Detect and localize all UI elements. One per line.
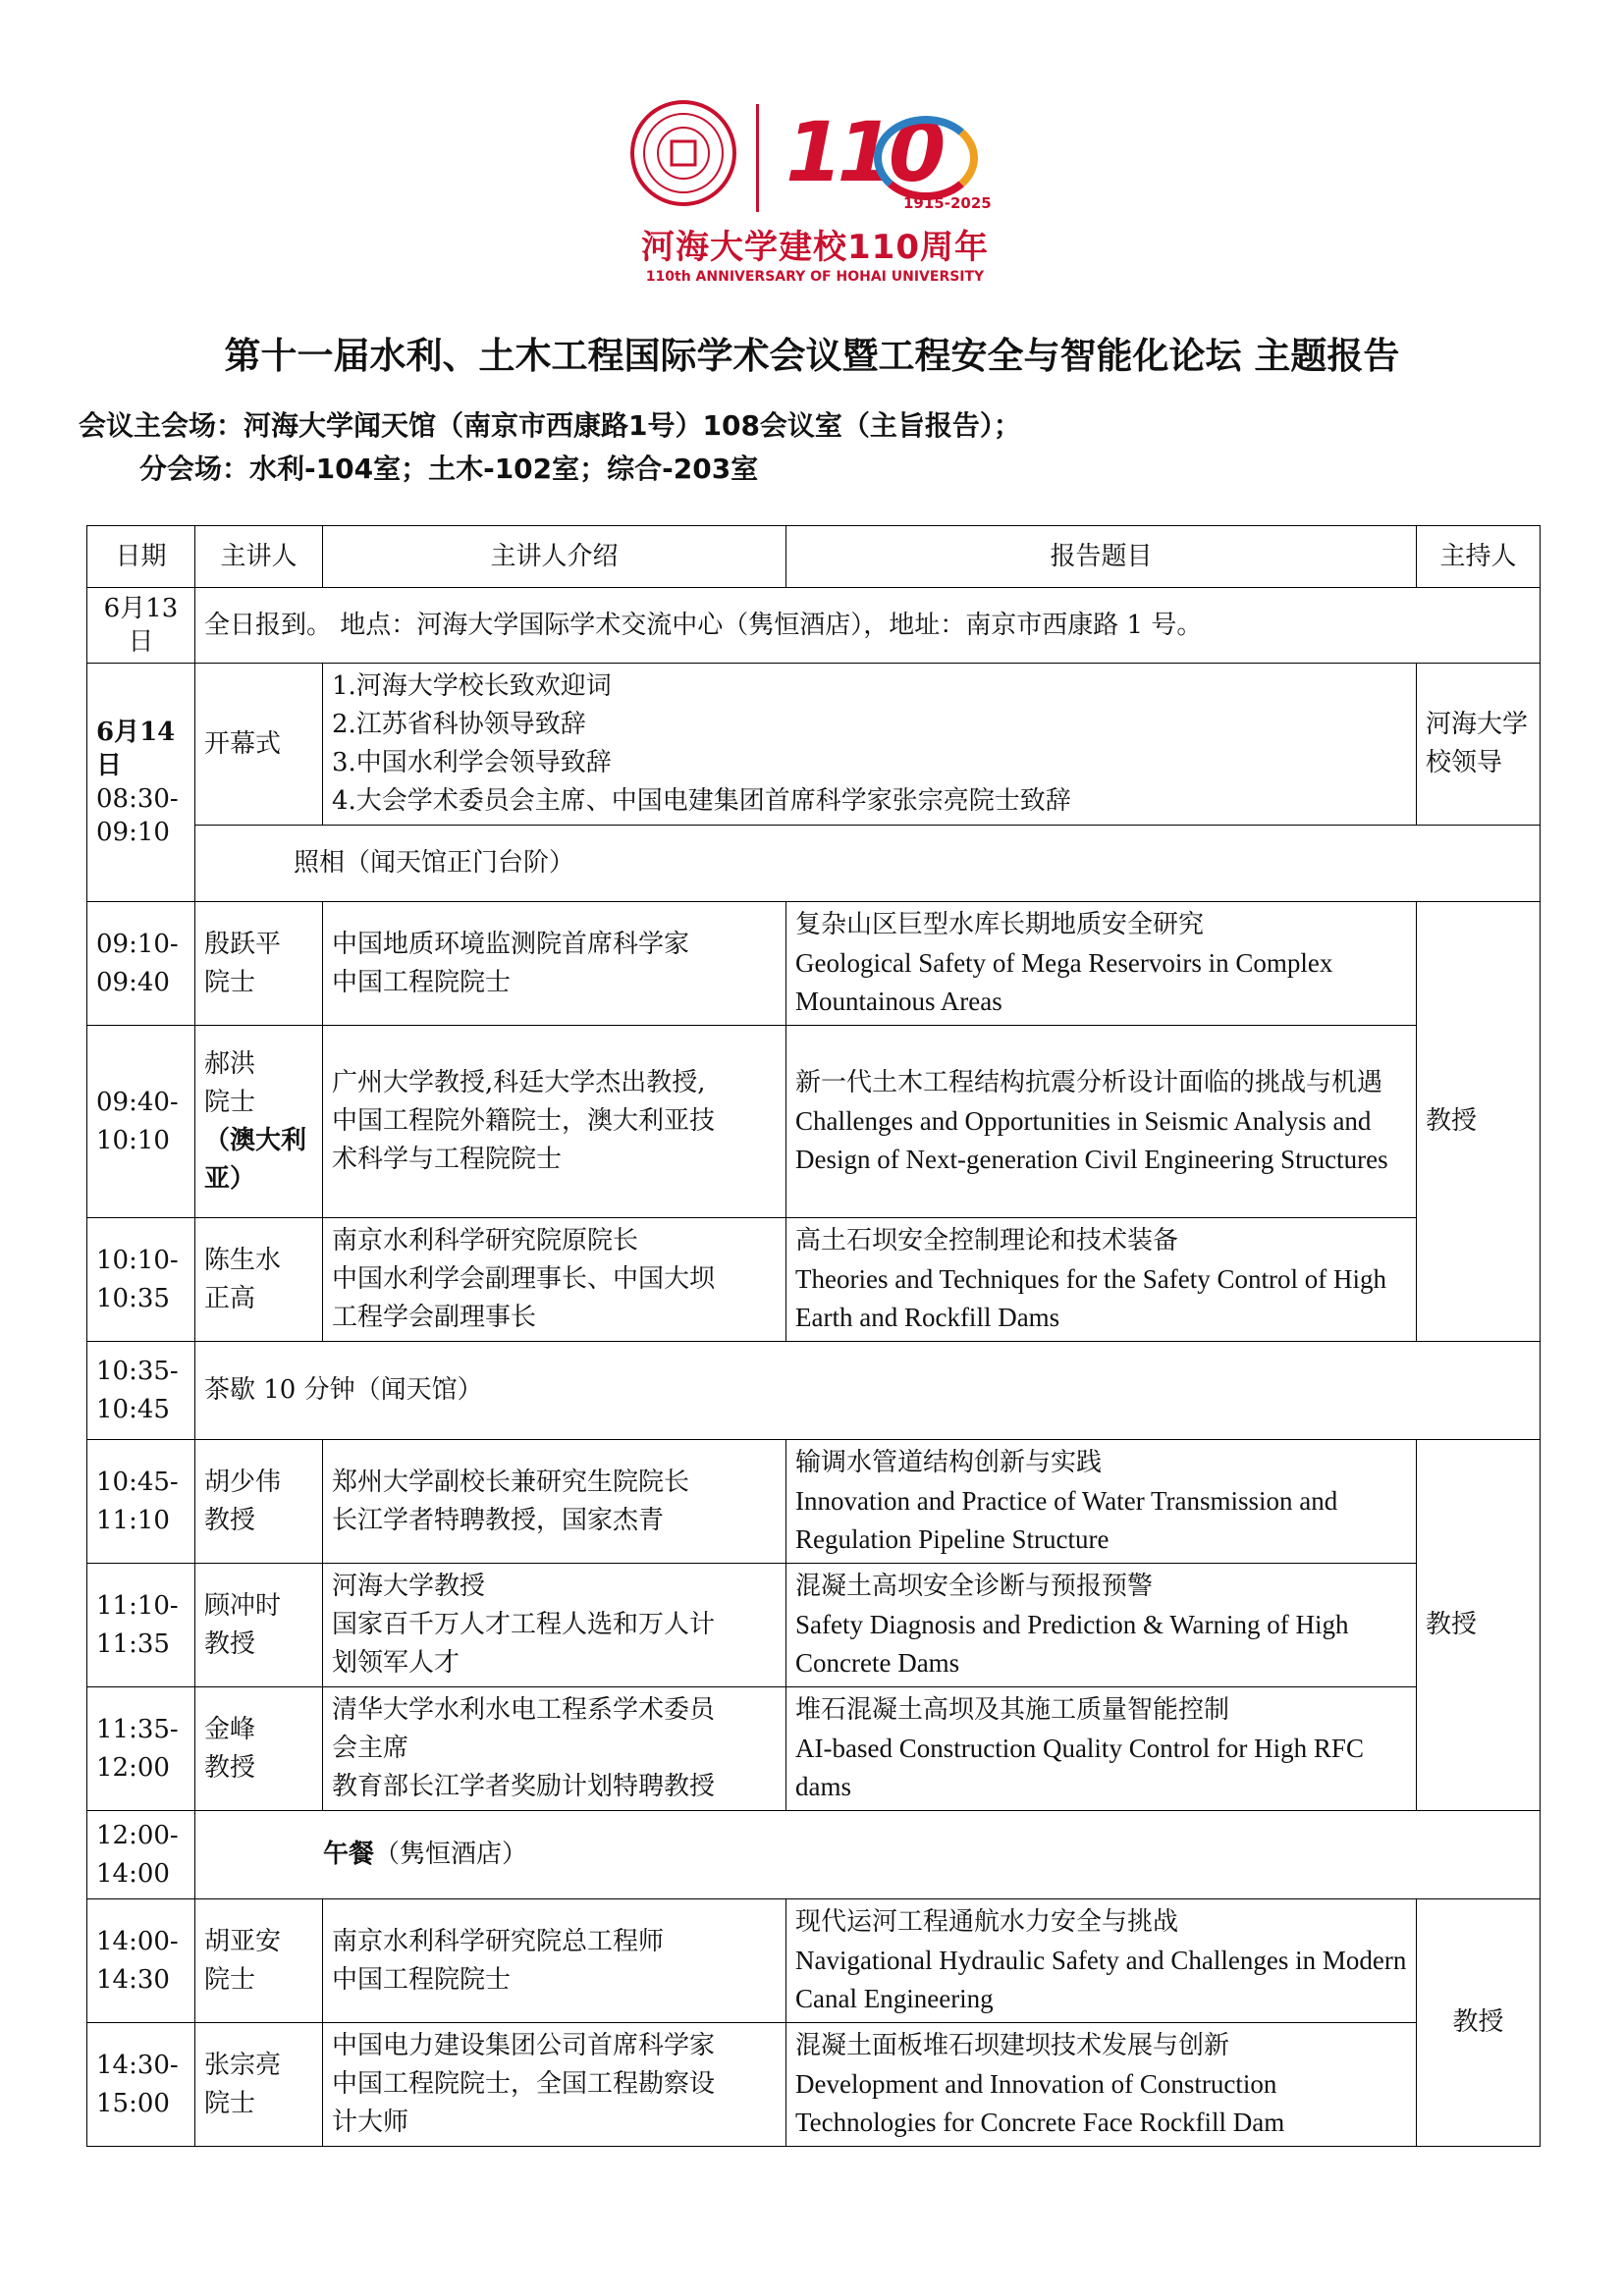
logo-calligraphy: 河海大学建校110周年 — [641, 228, 989, 267]
speaker-name: 顾冲时 — [204, 1590, 282, 1621]
session2-host: 教授 — [1417, 1440, 1541, 1811]
opening-host: 河海大学校领导 — [1417, 664, 1541, 826]
topic-cn: 输调水管道结构创新与实践 — [795, 1448, 1103, 1477]
intro-line: 划领军人才 — [332, 1648, 460, 1678]
lunch-cell — [195, 1811, 1541, 1899]
intro-line: 中国工程院院士 — [332, 1964, 512, 1995]
opening-item: 1.河海大学校长致欢迎词 — [332, 671, 612, 701]
logo-anniversary: 110th ANNIVERSARY OF HOHAI UNIVERSITY — [645, 269, 985, 285]
topic-en: Geological Safety of Mega Reservoirs in Complex Mountainous Areas — [795, 948, 1333, 1016]
registration-text: 全日报到。 地点：河海大学国际学术交流中心（隽恒酒店），地址：南京市西康路 1 号。 — [195, 588, 1541, 664]
topic-en: Safety Diagnosis and Prediction & Warning of High Concrete Dams — [795, 1610, 1349, 1678]
talk-row — [87, 1899, 1541, 2023]
lunch-label: 午餐 — [323, 1840, 375, 1869]
talk-intro — [323, 1440, 786, 1564]
talk-time: 10:10-10:35 — [87, 1218, 195, 1342]
intro-line: 国家百千万人才工程人选和万人计 — [332, 1610, 716, 1639]
speaker-note: （澳大利亚） — [204, 1125, 307, 1194]
opening-item: 2.江苏省科协领导致辞 — [332, 710, 586, 739]
speaker-name: 胡亚安 — [204, 1926, 282, 1956]
speaker-name: 张宗亮 — [204, 2050, 282, 2080]
topic-en: Challenges and Opportunities in Seismic Analysis and Design of Next-generation Civil Engineering Structures — [795, 1106, 1388, 1174]
speaker-title: 院士 — [204, 1087, 256, 1117]
talk-row — [87, 1218, 1541, 1342]
opening-items — [323, 664, 1417, 826]
talk-speaker — [195, 1687, 323, 1811]
intro-line: 南京水利科学研究院总工程师 — [332, 1926, 665, 1956]
speaker-name: 郝洪 — [204, 1048, 256, 1079]
speaker-name: 金峰 — [204, 1714, 256, 1744]
speaker-name: 胡少伟 — [204, 1467, 282, 1497]
intro-line: 中国水利学会副理事长、中国大坝 — [332, 1264, 716, 1294]
talk-intro — [323, 1218, 786, 1342]
lunch-row — [87, 1811, 1541, 1899]
talk-time: 11:10-11:35 — [87, 1564, 195, 1687]
topic-cn: 新一代土木工程结构抗震分析设计面临的挑战与机遇 — [795, 1068, 1383, 1097]
talk-row — [87, 1687, 1541, 1811]
talk-topic — [786, 1564, 1417, 1687]
header-speaker: 主讲人 — [195, 526, 323, 588]
topic-cn: 堆石混凝土高坝及其施工质量智能控制 — [795, 1695, 1230, 1725]
intro-line: 清华大学水利水电工程系学术委员 — [332, 1695, 716, 1725]
anniversary-logo — [628, 98, 1001, 294]
topic-cn: 混凝土高坝安全诊断与预报预警 — [795, 1572, 1154, 1601]
header-row — [87, 526, 1541, 588]
talk-intro — [323, 1026, 786, 1218]
talk-time: 09:10-09:40 — [87, 902, 195, 1026]
tea-row — [87, 1342, 1541, 1440]
logo-divider — [756, 104, 759, 212]
talk-intro — [323, 2023, 786, 2147]
intro-line: 术科学与工程院院士 — [332, 1145, 563, 1174]
photo-row — [87, 826, 1541, 902]
talk-speaker — [195, 2023, 323, 2147]
talk-row — [87, 1026, 1541, 1218]
talk-intro — [323, 1899, 786, 2023]
talk-speaker — [195, 1440, 323, 1564]
tea-text: 茶歇 10 分钟（闻天馆） — [195, 1342, 1541, 1440]
intro-line: 教育部长江学者奖励计划特聘教授 — [332, 1772, 716, 1801]
talk-time: 10:45-11:10 — [87, 1440, 195, 1564]
topic-cn: 高土石坝安全控制理论和技术装备 — [795, 1226, 1179, 1255]
intro-line: 中国工程院院士，全国工程勘察设 — [332, 2069, 716, 2099]
talk-topic — [786, 1026, 1417, 1218]
intro-line: 郑州大学副校长兼研究生院院长 — [332, 1467, 690, 1497]
opening-date-cell — [87, 664, 195, 902]
speaker-title: 院士 — [204, 2088, 256, 2118]
topic-en: Development and Innovation of Construction Technologies for Concrete Face Rockfill Dam — [795, 2069, 1285, 2137]
session1-host: 教授 — [1417, 902, 1541, 1342]
logo-years: 1915-2025 — [903, 194, 992, 212]
header-host: 主持人 — [1417, 526, 1541, 588]
talk-intro — [323, 902, 786, 1026]
registration-date: 6月13日 — [87, 588, 195, 664]
university-seal-icon — [628, 98, 738, 208]
topic-cn: 现代运河工程通航水力安全与挑战 — [795, 1907, 1179, 1937]
opening-row — [87, 664, 1541, 826]
talk-time: 14:30-15:00 — [87, 2023, 195, 2147]
speaker-title: 教授 — [204, 1752, 256, 1783]
intro-line: 广州大学教授,科廷大学杰出教授, — [332, 1068, 706, 1097]
intro-line: 工程学会副理事长 — [332, 1303, 537, 1332]
registration-row — [87, 588, 1541, 664]
speaker-title: 院士 — [204, 967, 256, 997]
talk-row — [87, 1440, 1541, 1564]
photo-text: 照相（闻天馆正门台阶） — [195, 826, 1541, 902]
lunch-place: （隽恒酒店） — [374, 1840, 528, 1869]
tea-time: 10:35-10:45 — [87, 1342, 195, 1440]
opening-item: 4.大会学术委员会主席、中国电建集团首席科学家张宗亮院士致辞 — [332, 786, 1071, 816]
logo-number: 110 — [785, 104, 941, 200]
talk-intro — [323, 1687, 786, 1811]
talk-speaker — [195, 1218, 323, 1342]
schedule-table — [86, 525, 1541, 2147]
intro-line: 中国地质环境监测院首席科学家 — [332, 929, 690, 959]
talk-topic — [786, 1899, 1417, 2023]
intro-line: 中国电力建设集团公司首席科学家 — [332, 2031, 716, 2060]
intro-line: 中国工程院外籍院士，澳大利亚技 — [332, 1106, 716, 1136]
talk-row — [87, 1564, 1541, 1687]
talk-time: 11:35-12:00 — [87, 1687, 195, 1811]
header-intro: 主讲人介绍 — [323, 526, 786, 588]
talk-topic — [786, 902, 1417, 1026]
opening-date: 6月14日 — [96, 718, 176, 780]
talk-speaker — [195, 902, 323, 1026]
intro-line: 长江学者特聘教授，国家杰青 — [332, 1505, 665, 1535]
topic-en: Navigational Hydraulic Safety and Challenges in Modern Canal Engineering — [795, 1946, 1407, 2013]
intro-line: 中国工程院院士 — [332, 967, 512, 997]
opening-time: 08:30-09:10 — [96, 784, 179, 847]
talk-speaker — [195, 1899, 323, 2023]
session3-host: 教授 — [1417, 1899, 1541, 2147]
talk-row — [87, 2023, 1541, 2147]
talk-topic — [786, 2023, 1417, 2147]
speaker-title: 正高 — [204, 1283, 256, 1313]
header-topic: 报告题目 — [786, 526, 1417, 588]
talk-topic — [786, 1687, 1417, 1811]
talk-speaker — [195, 1026, 323, 1218]
intro-line: 南京水利科学研究院原院长 — [332, 1226, 639, 1255]
speaker-name: 殷跃平 — [204, 929, 282, 959]
lunch-time: 12:00-14:00 — [87, 1811, 195, 1899]
talk-row — [87, 902, 1541, 1026]
venue-main: 会议主会场：河海大学闻天馆（南京市西康路1号）108会议室（主旨报告）； — [79, 409, 1021, 442]
topic-cn: 混凝土面板堆石坝建坝技术发展与创新 — [795, 2031, 1230, 2060]
header-date: 日期 — [87, 526, 195, 588]
venue-sub: 分会场：水利-104室；土木-102室；综合-203室 — [139, 453, 759, 485]
topic-en: Theories and Techniques for the Safety Control of High Earth and Rockfill Dams — [795, 1264, 1386, 1332]
talk-time: 14:00-14:30 — [87, 1899, 195, 2023]
speaker-name: 陈生水 — [204, 1245, 282, 1275]
talk-intro — [323, 1564, 786, 1687]
speaker-title: 教授 — [204, 1505, 256, 1535]
talk-time: 09:40-10:10 — [87, 1026, 195, 1218]
speaker-title: 教授 — [204, 1629, 256, 1659]
speaker-title: 院士 — [204, 1964, 256, 1995]
opening-item: 3.中国水利学会领导致辞 — [332, 748, 612, 777]
topic-en: Innovation and Practice of Water Transmission and Regulation Pipeline Structure — [795, 1486, 1338, 1554]
intro-line: 河海大学教授 — [332, 1572, 486, 1601]
logo-ring-icon — [874, 116, 978, 200]
topic-en: AI-based Construction Quality Control for High RFC dams — [795, 1734, 1364, 1801]
talk-topic — [786, 1218, 1417, 1342]
intro-line: 计大师 — [332, 2108, 409, 2137]
intro-line: 会主席 — [332, 1734, 409, 1763]
talk-topic — [786, 1440, 1417, 1564]
topic-cn: 复杂山区巨型水库长期地质安全研究 — [795, 910, 1205, 939]
page-title: 第十一届水利、土木工程国际学术会议暨工程安全与智能化论坛 主题报告 — [224, 335, 1400, 377]
opening-speaker: 开幕式 — [195, 664, 323, 826]
talk-speaker — [195, 1564, 323, 1687]
